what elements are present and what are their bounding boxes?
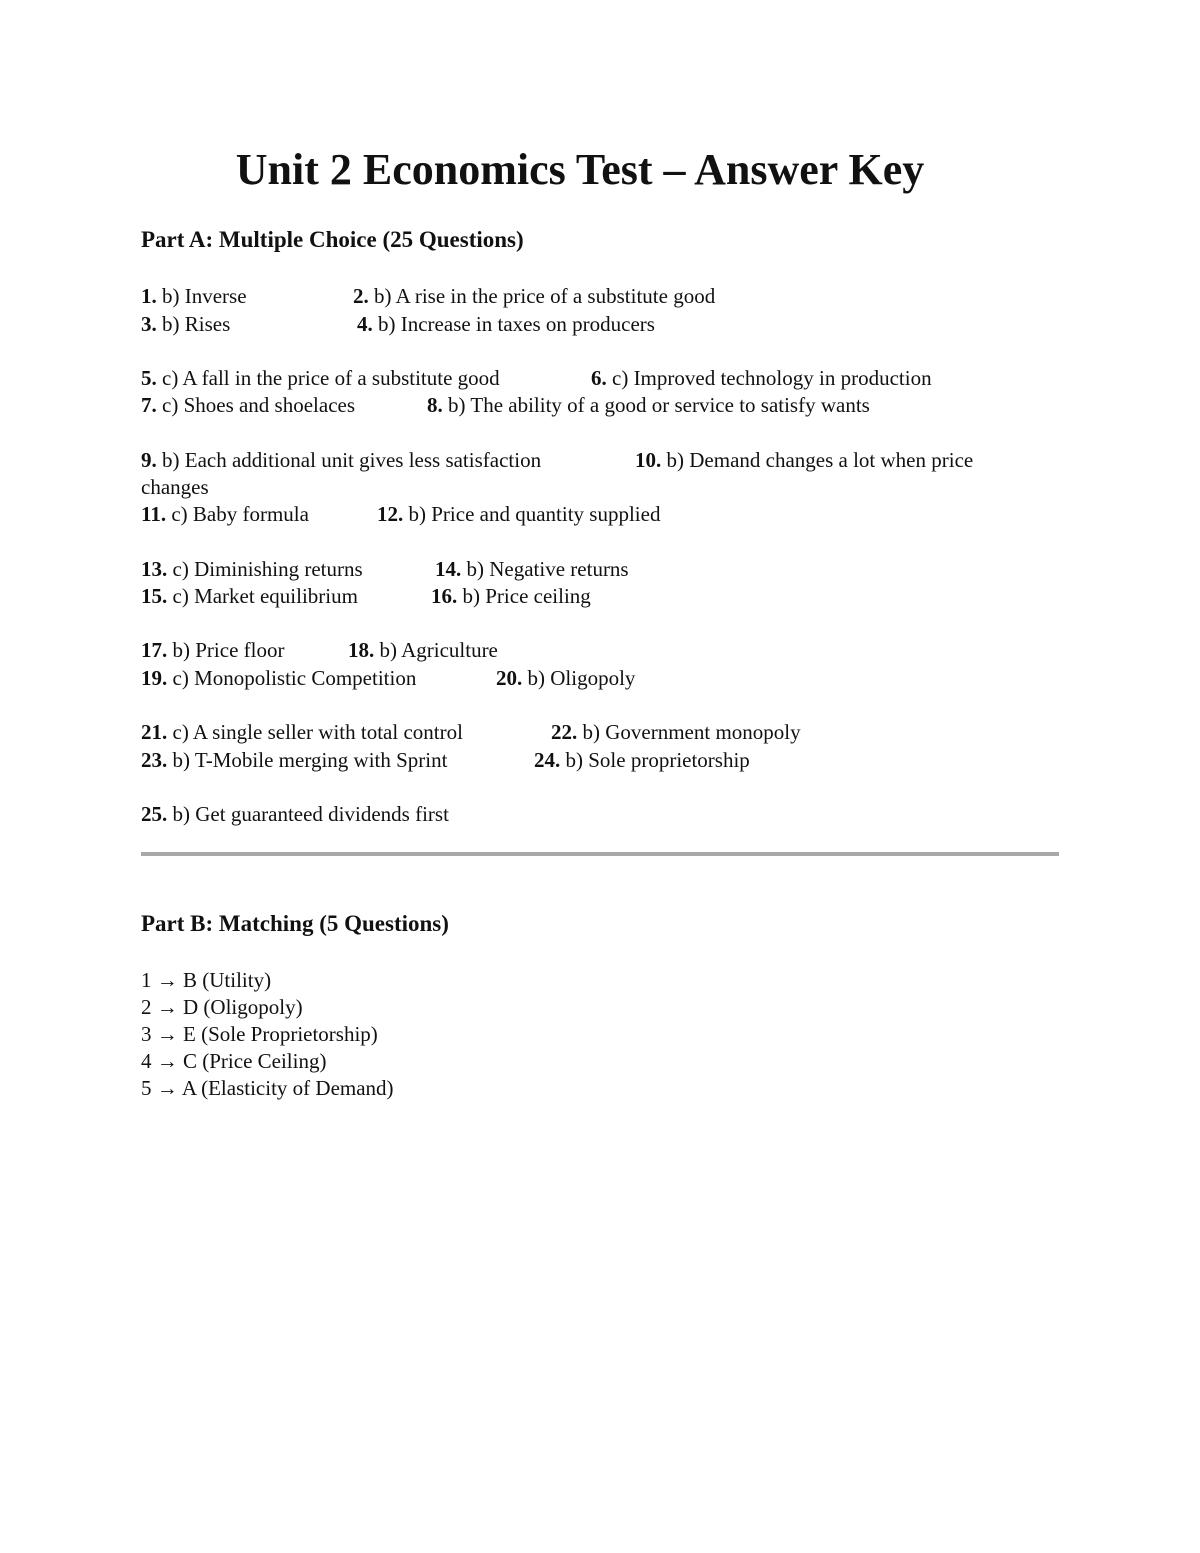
answer-row xyxy=(141,719,801,746)
answer-text: b) T-Mobile merging with Sprint xyxy=(172,748,448,772)
answer-row xyxy=(141,311,655,338)
answer-item xyxy=(141,719,551,746)
question-number: 10. xyxy=(635,448,662,472)
answer-item xyxy=(551,719,801,746)
page-title: Unit 2 Economics Test – Answer Key xyxy=(235,145,925,194)
answer-text: b) Increase in taxes on producers xyxy=(378,312,655,336)
part-b-heading: Part B: Matching (5 Questions) xyxy=(141,911,449,936)
answer-text: c) Baby formula xyxy=(171,502,309,526)
answer-text: b) A rise in the price of a substitute good xyxy=(374,284,716,308)
matching-item: 2 → D (Oligopoly) xyxy=(141,995,303,1019)
answer-text: b) Government monopoly xyxy=(582,720,801,744)
question-number: 17. xyxy=(141,638,168,662)
answer-item xyxy=(141,801,449,828)
answer-row xyxy=(141,365,932,392)
answer-item xyxy=(534,747,750,774)
question-number: 8. xyxy=(427,393,443,417)
answer-text: b) Agriculture xyxy=(379,638,498,662)
answer-text: b) Get guaranteed dividends first xyxy=(172,802,449,826)
answer-text: c) Market equilibrium xyxy=(172,584,358,608)
answer-item xyxy=(496,665,635,692)
answer-text: c) A single seller with total control xyxy=(172,720,463,744)
answer-item xyxy=(141,501,377,528)
matching-item: 1 → B (Utility) xyxy=(141,968,272,992)
answer-text: b) Price ceiling xyxy=(462,584,591,608)
answer-row xyxy=(141,556,629,583)
question-number: 22. xyxy=(551,720,578,744)
answer-text: b) Negative returns xyxy=(466,557,629,581)
answer-row xyxy=(141,747,750,774)
question-number: 6. xyxy=(591,366,607,390)
answer-row xyxy=(141,447,1041,501)
answer-item xyxy=(141,311,357,338)
question-number: 2. xyxy=(353,284,369,308)
question-number: 14. xyxy=(435,557,462,581)
matching-item: 3 → E (Sole Proprietorship) xyxy=(141,1022,378,1046)
answer-row xyxy=(141,665,635,692)
answer-text: b) Price floor xyxy=(172,638,285,662)
question-number: 13. xyxy=(141,557,168,581)
answer-text: b) Each additional unit gives less satisfaction xyxy=(162,448,542,472)
answer-item xyxy=(377,501,660,528)
answer-item xyxy=(427,392,870,419)
answer-text: c) Improved technology in production xyxy=(612,366,932,390)
answer-text: c) Shoes and shoelaces xyxy=(162,393,356,417)
answer-text: c) A fall in the price of a substitute good xyxy=(162,366,500,390)
answer-item xyxy=(591,365,932,392)
answer-text: b) Inverse xyxy=(162,284,247,308)
question-number: 16. xyxy=(431,584,458,608)
question-number: 3. xyxy=(141,312,157,336)
answer-item xyxy=(141,637,348,664)
answer-row xyxy=(141,801,449,828)
section-divider xyxy=(141,852,1059,856)
question-number: 21. xyxy=(141,720,168,744)
answer-text: b) Sole proprietorship xyxy=(565,748,750,772)
question-number: 25. xyxy=(141,802,168,826)
question-number: 5. xyxy=(141,366,157,390)
answer-text: b) The ability of a good or service to satisfy wants xyxy=(448,393,870,417)
answer-item xyxy=(141,583,431,610)
answer-text: b) Demand changes a lot when price changes xyxy=(141,448,974,499)
matching-item: 4 → C (Price Ceiling) xyxy=(141,1049,327,1073)
answer-item xyxy=(141,447,635,474)
question-number: 23. xyxy=(141,748,168,772)
answer-row xyxy=(141,392,870,419)
answer-row xyxy=(141,283,715,310)
question-number: 9. xyxy=(141,448,157,472)
answer-item xyxy=(357,311,655,338)
answer-item xyxy=(435,556,629,583)
question-number: 19. xyxy=(141,666,168,690)
answer-item xyxy=(353,283,715,310)
answer-text: b) Rises xyxy=(162,312,231,336)
question-number: 15. xyxy=(141,584,168,608)
answer-item xyxy=(141,665,496,692)
answer-item xyxy=(431,583,591,610)
answer-text: b) Price and quantity supplied xyxy=(408,502,661,526)
part-a-heading: Part A: Multiple Choice (25 Questions) xyxy=(141,227,524,252)
answer-text: b) Oligopoly xyxy=(527,666,636,690)
question-number: 11. xyxy=(141,502,167,526)
answer-row xyxy=(141,583,591,610)
question-number: 18. xyxy=(348,638,375,662)
answer-item xyxy=(141,283,353,310)
question-number: 7. xyxy=(141,393,157,417)
question-number: 20. xyxy=(496,666,523,690)
answer-row xyxy=(141,501,660,528)
question-number: 1. xyxy=(141,284,157,308)
answer-row xyxy=(141,637,498,664)
answer-text: c) Monopolistic Competition xyxy=(172,666,417,690)
matching-item: 5 → A (Elasticity of Demand) xyxy=(141,1076,394,1100)
answer-text: c) Diminishing returns xyxy=(172,557,363,581)
question-number: 4. xyxy=(357,312,373,336)
answer-item xyxy=(141,747,534,774)
question-number: 12. xyxy=(377,502,404,526)
answer-item xyxy=(141,392,427,419)
answer-item xyxy=(141,556,435,583)
question-number: 24. xyxy=(534,748,561,772)
answer-item xyxy=(141,365,591,392)
answer-item xyxy=(348,637,498,664)
